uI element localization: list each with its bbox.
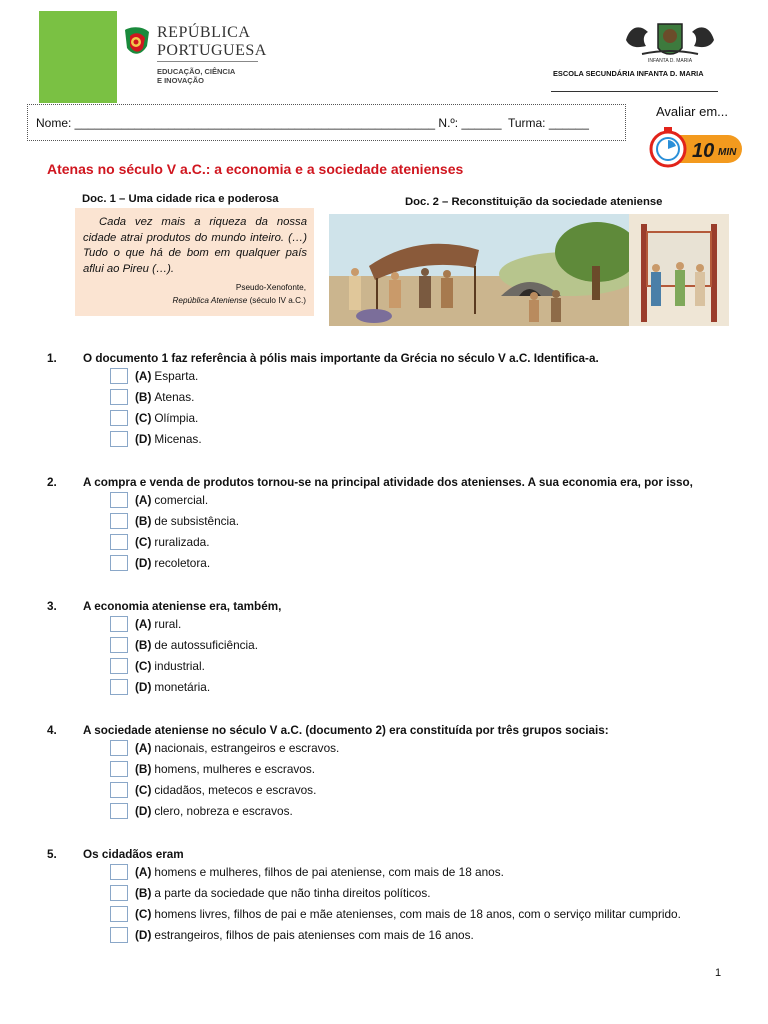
answer-checkbox[interactable]	[110, 389, 128, 405]
option-text: a parte da sociedade que não tinha direitos políticos.	[154, 886, 431, 900]
answer-option[interactable]	[110, 658, 205, 674]
answer-checkbox[interactable]	[110, 906, 128, 922]
answer-checkbox[interactable]	[110, 864, 128, 880]
option-letter: (B)	[135, 762, 152, 776]
question-text: O documento 1 faz referência à pólis mais importante da Grécia no século V a.C. Identifica-a.	[83, 352, 599, 365]
option-text: clero, nobreza e escravos.	[154, 804, 293, 818]
doc1-title: Doc. 1 – Uma cidade rica e poderosa	[82, 193, 279, 205]
option-letter: (D)	[135, 928, 152, 942]
option-letter: (A)	[135, 369, 152, 383]
answer-checkbox[interactable]	[110, 679, 128, 695]
page-number: 1	[715, 967, 722, 979]
option-text: industrial.	[154, 659, 205, 673]
doc1-quote: Cada vez mais a riqueza da nossa cidade atrai produtos do mundo inteiro. (…) Tudo o que há de bom em qualquer país aflui ao Pireu (…).	[83, 216, 307, 275]
answer-option[interactable]	[110, 431, 202, 447]
option-text: homens livres, filhos de pai e mãe atenienses, com mais de 18 anos, com o serviço militar cumprido.	[154, 907, 681, 921]
answer-option[interactable]	[110, 534, 209, 550]
answer-option[interactable]	[110, 782, 316, 798]
option-text: de autossuficiência.	[154, 638, 259, 652]
option-letter: (D)	[135, 680, 152, 694]
answer-checkbox[interactable]	[110, 740, 128, 756]
option-text: nacionais, estrangeiros e escravos.	[154, 741, 340, 755]
ministry-label	[157, 67, 235, 85]
wordmark-divider	[157, 61, 258, 62]
ministry-line2: E INOVAÇÃO	[157, 76, 204, 85]
doc1-work: República Ateniense	[172, 295, 248, 305]
answer-checkbox[interactable]	[110, 658, 128, 674]
option-letter: (B)	[135, 886, 152, 900]
doc1-author: Pseudo-Xenofonte,	[235, 283, 306, 292]
answer-option[interactable]	[110, 637, 258, 653]
option-letter: (C)	[135, 535, 152, 549]
answer-checkbox[interactable]	[110, 616, 128, 632]
option-letter: (B)	[135, 390, 152, 404]
question-text: A sociedade ateniense no século V a.C. (documento 2) era constituída por três grupos sociais:	[83, 724, 609, 737]
option-letter: (C)	[135, 907, 152, 921]
option-letter: (A)	[135, 493, 152, 507]
question-number: 4.	[47, 724, 57, 737]
answer-option[interactable]	[110, 616, 181, 632]
answer-checkbox[interactable]	[110, 761, 128, 777]
option-text: Micenas.	[154, 432, 202, 446]
option-text: comercial.	[154, 493, 209, 507]
answer-option[interactable]	[110, 389, 194, 405]
answer-checkbox[interactable]	[110, 431, 128, 447]
option-letter: (D)	[135, 804, 152, 818]
option-text: recoletora.	[154, 556, 211, 570]
option-text: cidadãos, metecos e escravos.	[154, 783, 317, 797]
ministry-line1: EDUCAÇÃO, CIÊNCIA	[157, 67, 236, 76]
answer-checkbox[interactable]	[110, 637, 128, 653]
answer-checkbox[interactable]	[110, 410, 128, 426]
answer-option[interactable]	[110, 740, 339, 756]
athens-society-illustration	[329, 214, 729, 326]
doc1-work-line	[90, 295, 306, 308]
student-info-row[interactable]: Nome: ______________________________________________________ N.º: ______ Turma: ______	[36, 116, 589, 130]
option-letter: (D)	[135, 432, 152, 446]
option-text: Atenas.	[154, 390, 195, 404]
answer-option[interactable]	[110, 513, 239, 529]
question-number: 3.	[47, 600, 57, 613]
answer-checkbox[interactable]	[110, 885, 128, 901]
school-name: ESCOLA SECUNDÁRIA INFANTA D. MARIA	[553, 69, 704, 78]
option-letter: (A)	[135, 741, 152, 755]
question-text: Os cidadãos eram	[83, 848, 184, 861]
option-text: monetária.	[154, 680, 211, 694]
doc2-title: Doc. 2 – Reconstituição da sociedade ateniense	[405, 196, 663, 208]
option-letter: (C)	[135, 411, 152, 425]
answer-option[interactable]	[110, 555, 210, 571]
answer-checkbox[interactable]	[110, 927, 128, 943]
answer-option[interactable]	[110, 885, 431, 901]
answer-checkbox[interactable]	[110, 555, 128, 571]
republica-line1: REPÚBLICA	[157, 24, 251, 41]
answer-option[interactable]	[110, 906, 681, 922]
answer-option[interactable]	[110, 927, 474, 943]
answer-checkbox[interactable]	[110, 513, 128, 529]
option-text: rural.	[154, 617, 182, 631]
option-text: homens, mulheres e escravos.	[154, 762, 316, 776]
school-emblem-caption: INFANTA D. MARIA	[647, 58, 693, 64]
question-text: A compra e venda de produtos tornou-se na principal atividade dos atenienses. A sua economia era, por isso,	[83, 476, 693, 489]
option-letter: (B)	[135, 638, 152, 652]
option-letter: (C)	[135, 783, 152, 797]
header-green-block	[39, 11, 117, 103]
answer-checkbox[interactable]	[110, 368, 128, 384]
option-letter: (C)	[135, 659, 152, 673]
option-text: homens e mulheres, filhos de pai ateniense, com mais de 18 anos.	[154, 865, 504, 879]
answer-option[interactable]	[110, 492, 208, 508]
timer-unit: MIN	[718, 147, 737, 158]
question-number: 2.	[47, 476, 57, 489]
question-number: 1.	[47, 352, 57, 365]
avaliar-label: Avaliar em...	[656, 104, 729, 119]
timer-number: 10	[692, 140, 715, 162]
answer-option[interactable]	[110, 803, 293, 819]
school-underline	[551, 91, 718, 92]
answer-option[interactable]	[110, 761, 315, 777]
option-text: estrangeiros, filhos de pais atenienses com mais de 16 anos.	[154, 928, 474, 942]
doc1-source	[90, 282, 306, 307]
option-text: Olímpia.	[154, 411, 199, 425]
republica-portuguesa-wordmark	[157, 24, 267, 60]
answer-option[interactable]	[110, 864, 504, 880]
answer-option[interactable]	[110, 410, 198, 426]
option-letter: (B)	[135, 514, 152, 528]
doc1-work-suffix: (século IV a.C.)	[247, 295, 306, 305]
answer-checkbox[interactable]	[110, 534, 128, 550]
timer-10min-icon	[648, 124, 746, 168]
answer-checkbox[interactable]	[110, 782, 128, 798]
republica-line2: PORTUGUESA	[157, 42, 267, 59]
option-text: ruralizada.	[154, 535, 210, 549]
option-letter: (A)	[135, 865, 152, 879]
option-text: Esparta.	[154, 369, 199, 383]
answer-option[interactable]	[110, 679, 210, 695]
question-text: A economia ateniense era, também,	[83, 600, 282, 613]
republica-portuguesa-emblem-icon	[121, 26, 153, 62]
worksheet-title: Atenas no século V a.C.: a economia e a sociedade atenienses	[47, 161, 464, 177]
answer-checkbox[interactable]	[110, 803, 128, 819]
school-emblem-icon	[620, 18, 720, 64]
answer-option[interactable]	[110, 368, 198, 384]
option-letter: (D)	[135, 556, 152, 570]
option-text: de subsistência.	[154, 514, 239, 528]
question-number: 5.	[47, 848, 57, 861]
option-letter: (A)	[135, 617, 152, 631]
answer-checkbox[interactable]	[110, 492, 128, 508]
